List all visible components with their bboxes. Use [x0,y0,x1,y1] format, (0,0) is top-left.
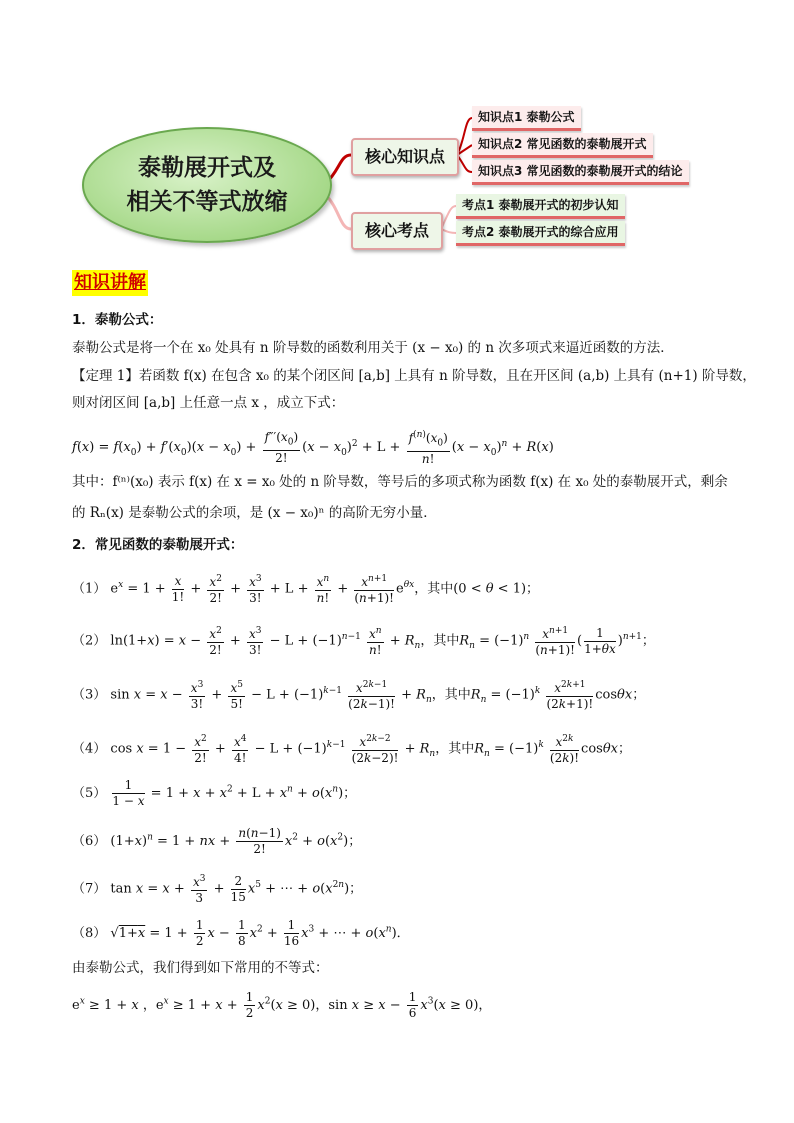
core-exam-node: 核心考点 [351,212,443,250]
theorem-line1: 【定理 1】若函数 f(x) 在包含 x₀ 的某个闭区间 [a,b] 上具有 n 阶导数，且在开区间 (a,b) 上具有 (n+1) 阶导数， [72,368,756,384]
inequalities: $e^x \ge 1 + x$ ，$e^x \ge 1 + x$ + $\frac{1}{2}$ $x^2(x \ge 0)$，sin x ≥ x − $\frac{1}{6}$ $x^3(x \ge 0)$， [72,990,492,1020]
expansion-tan: （7） tan x = x + $\frac{x^3}{3}$ + $\frac{2}{15}$ $x^5$ + ⋯ + $o(x^{2n})$； [72,873,363,905]
section1-intro: 泰勒公式是将一个在 x₀ 处具有 n 阶导数的函数利用关于 (x − x₀) 的 n 次多项式来逼近函数的方法． [72,340,674,356]
expansion-sqrt: （8） √1+x = 1 + $\frac{1}{2}$ x − $\frac{1}{8}$ $x^2$ + $\frac{1}{16}$ $x^3$ + ⋯ + $o(x^n)$． [72,918,410,948]
exam-item-2: 考点2 泰勒展开式的综合应用 [456,221,625,246]
section-title: 知识讲解 [72,270,148,296]
expansion-binomial: （6） $(1+x)^n = 1$ + nx + $\frac{n(n-1)}{2!}$ $x^2 + o(x^2)$； [72,826,362,856]
mindmap-center: 泰勒展开式及 相关不等式放缩 [82,127,332,243]
expansion-ln: （2） ln(1+x) = x − $\frac{x^2}{2!}$ + $\frac{x^3}{3!}$ − $L + (-1)^{n-1}$ $\frac{x^n}{n!}$ + $R_n$，其中$R_n = (-1)^n$ $\frac{x^{n+1}}{(n+1)!}$ ( $\frac{1}{1+\theta x}$ )$^{n+1}$； [72,625,655,657]
note-line2: 的 Rₙ(x) 是泰勒公式的余项，是 (x − x₀)ⁿ 的高阶无穷小量． [72,505,437,521]
knowledge-item-1: 知识点1 泰勒公式 [472,106,581,131]
exam-item-1: 考点1 泰勒展开式的初步认知 [456,194,625,219]
theorem-line2: 则对闭区间 [a,b] 上任意一点 x ，成立下式： [72,395,345,411]
expansion-geometric: （5） $\frac{1}{1 - x}$ = $1 + x + x^2 + L + x^n + o(x^n)$； [72,778,357,808]
expansion-cos: （4） cos x = 1 − $\frac{x^2}{2!}$ + $\frac{x^4}{4!}$ − $L + (-1)^{k-1}$ $\frac{x^{2k-2}}{(2k-2)!}$ + $R_n$，其中$R_n = (-1)^k$ $\frac{x^{2k}}{(2k)!}$ cosθx； [72,734,632,765]
core-knowledge-node: 核心知识点 [351,138,459,176]
taylor-formula: $f(x) = f(x_0) + f'(x_0)(x - x_0)$ + $\frac{f'''(x_0)}{2!}$ $(x - x_0)^2 + L$ + $\frac{f^{(n)}(x_0)}{n!}$ $(x - x_0)^n + R(x)$ [72,429,554,467]
expansion-sin: （3） sin x = x − $\frac{x^3}{3!}$ + $\frac{x^5}{5!}$ − $L + (-1)^{k-1}$ $\frac{x^{2k-1}}{(2k-1)!}$ + $R_n$，其中$R_n = (-1)^k$ $\frac{x^{2k+1}}{(2k+1)!}$ cosθx； [72,680,646,711]
expansion-exp: （1） $e^x = 1$ + $\frac{x}{1!}$ + $\frac{x^2}{2!}$ + $\frac{x^3}{3!}$ + L + $\frac{x^n}{n!}$ + $\frac{x^{n+1}}{(n+1)!}$ $e^{\theta x}$，其中(0 < θ < 1)； [72,573,540,605]
conclusion-intro: 由泰勒公式，我们得到如下常用的不等式： [72,960,329,976]
section2-heading: 2．常见函数的泰勒展开式： [72,537,244,553]
knowledge-item-3: 知识点3 常见函数的泰勒展开式的结论 [472,160,689,185]
knowledge-item-2: 知识点2 常见函数的泰勒展开式 [472,133,653,158]
section1-heading: 1．泰勒公式： [72,312,163,328]
note-line1: 其中：f⁽ⁿ⁾(x₀) 表示 f(x) 在 x = x₀ 处的 n 阶导数，等号后的多项式称为函数 f(x) 在 x₀ 处的泰勒展开式，剩余 [72,474,728,490]
